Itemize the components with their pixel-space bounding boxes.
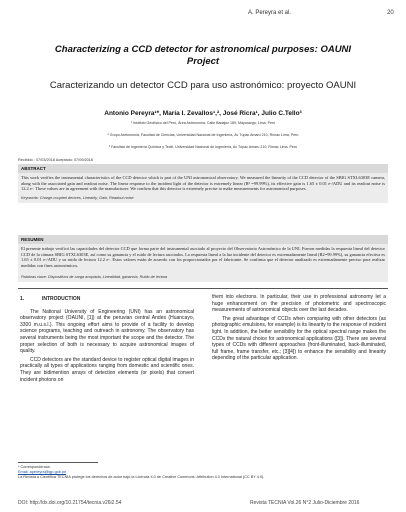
intro-paragraph-1: The National University of Engineering (UNI) has an astronomical observatory project (OAUNI, [1]) at the peruvian central Andes (Huancayo, 3300 m.u.s.l.). This ongoing effort aims to provide of a facility to develop science programs, teaching and outreach in astronomy. The observatory has several instruments being the most important the scope and the detector. The proper selection of both is necessary to acquire astronomical images of quality. <box>20 308 194 355</box>
running-header-author: A. Pereyra et al. <box>248 10 292 16</box>
received-accepted-dates: Recibido : 07/03/2016 Aceptado: 07/09/2016 <box>18 158 93 162</box>
affiliation-2: ² Grupo Astronomía, Facultad de Ciencias, Universidad Nacional de Ingeniería, Av Túpac Amaru 210, Rímac Lima, Perú <box>107 133 299 137</box>
intro-paragraph-2: CCD detectors are the standard device to register optical digital images in practically all types of applications ranging from domestic and scientific ones. They are bidimention arrays of detection elements (or pixels) that convert incident photons on <box>20 356 194 383</box>
section-number: 1. <box>20 296 25 302</box>
footnote <box>18 465 388 480</box>
resumen-box <box>18 235 388 282</box>
affiliation-1: ¹ Instituto Geofísico del Perú, Área Astronomía, Calle Badajoz 169, Mayorazgo, Lima, Perú <box>130 121 276 125</box>
section-divider <box>18 288 388 289</box>
footnote-email-link[interactable]: Email: apereyra@igp.gob.pe <box>18 470 67 474</box>
abstract-text: This work verifies the instrumental characteristics of the CCD detector which is part of the UNI astronomical observatory. We measured the linearity of the CCD detector of the SBIG STXL6303E camera, along with the associated gain and readout noise. The linear response to the incident light of the detector is extremely linear (R² =99.99%), its effective gain is 1.65 ± 0.01 e-/ADU and its readout noise is 12.2 e-. These values are in agreement with the manufacturer. We confirm that this detector is extremely precise to make measurements for astronomical purposes. <box>21 175 385 192</box>
right-column <box>212 294 386 364</box>
paper-title-spanish: Caracterizando un detector CCD para uso astronómico: proyecto OAUNI <box>49 80 357 91</box>
paper-title-english: Characterizing a CCD detector for astronomical purposes: OAUNI Project <box>54 44 352 67</box>
intro-paragraph-3: them into electrons. In particular, their use in professional astronomy let a huge enhancement on the precision of photometric and spectroscopic measurements of astronomical objects over the last decades. <box>212 294 386 314</box>
resumen-text: El presente trabajo verificó las capacidades del detector CCD que forma parte del instrumental asociado al proyecto del Observatorio Astronómico de la UNI. Fueron medidas la respuesta lineal del detector CCD de la cámara SBIG STXL6303E, así como su ganancia y el ruido de lectura asociados. La respuesta lineal a la luz incidente del detector es extremadamente lineal (R2=99.99%), su ganancia efectiva es 1.65 ± 0.01 e-/ADU y su ruido de lectura 12.2 e-. Estos valores están de acuerdo con los proporcionados por el fabricante. Se confirma que el detector analizado es extremadamente preciso para realizar medidas con fines astronómicos. <box>21 246 385 268</box>
resumen-keywords: Palabras clave: Dispositivos de carga acoplada, Linealidad, ganancia, Ruido de lectura <box>21 275 168 280</box>
abstract-keywords: Keywords: Charge-coupled devices, Linearity, Gain, Readout noise <box>21 195 134 200</box>
page-number: 20 <box>387 10 394 16</box>
intro-paragraph-4: The great advantage of CCDs when comparing with other detectors (as photographic emulsions, for example) is its linearity to the response of incident light. In addition, the better sensibility for the optical spectral range makes the CCDs the natural choice for astronomical applications ([3]). There are several types of CCDs with different approaches (front-illuminated, back-illuminated, full frame, frame transfer, etc.; [3][4]) to enhance the sensibility and linearity depending of the particular application. <box>212 315 386 362</box>
footnote-divider <box>18 462 98 463</box>
footnote-correspondence: * Correspondencia: <box>18 465 51 469</box>
footer-journal: Revista TECNIA Vol.26 N°2 Julio-Diciembre 2016 <box>250 500 360 506</box>
abstract-box <box>18 164 388 203</box>
resumen-heading: RESUMEN <box>18 235 388 244</box>
abstract-heading: ABSTRACT <box>18 164 388 173</box>
section-heading <box>20 296 194 303</box>
footer-doi-link[interactable]: DOI: http://dx.doi.org/10.21754/tecnia.v26i2.54 <box>18 500 122 506</box>
affiliation-3: ³ Facultad de Ingeniería Química y Textil, Universidad Nacional de Ingeniería, Av Túpac Amaru 210, Rímac Lima, Perú <box>108 145 298 149</box>
footnote-license: La Revista a Científica TECNIA protege los derechos de autor bajo la Licencia 4.0 de Creative Commons: Attribution 4.0 International (CC BY 4.0). <box>18 475 265 479</box>
section-title: INTRODUCTION <box>42 296 81 302</box>
left-column <box>20 296 194 385</box>
author-list: Antonio Pereyra¹*, María I. Zevallos¹,², José Ricra¹, Julio C.Tello³ <box>104 110 302 117</box>
